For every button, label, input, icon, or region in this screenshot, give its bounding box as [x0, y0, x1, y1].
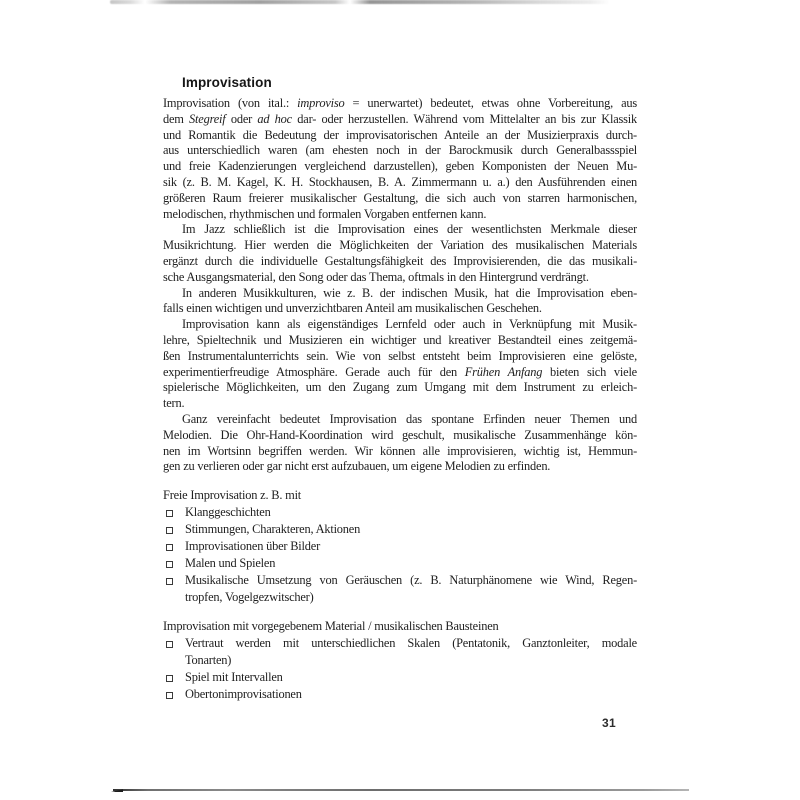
text-segment: und freie Kadenzierungen vergleichend darzustellen), geben Komponisten der Neuen Mu- [163, 159, 637, 174]
list-item [163, 669, 637, 686]
list-item [163, 635, 637, 669]
bullet-column [163, 555, 185, 572]
bullet-column [163, 504, 185, 521]
text-line [163, 349, 637, 365]
scan-edge-top-artifact [110, 0, 610, 4]
square-bullet-icon [166, 675, 173, 682]
text-line [163, 222, 637, 238]
text-segment: Tonarten) [185, 653, 232, 668]
text-line [163, 254, 637, 270]
text-segment: und Romantik die Bedeutung der improvisatorischen Anteile an der Musizierpraxis durch- [163, 127, 637, 142]
text-line [185, 538, 637, 555]
text-line [163, 159, 637, 175]
list-item-text [185, 555, 637, 572]
square-bullet-icon [166, 641, 173, 648]
text-segment: spielerische Möglichkeiten, um den Zugang zum Umgang mit dem Instrument zu erleich- [163, 380, 637, 395]
text-segment: größeren Raum freierer musikalischer Gestaltung, die sich auch von starren harmonischen, [163, 190, 637, 205]
text-segment: Malen und Spielen [185, 556, 276, 571]
bullet-column [163, 669, 185, 686]
text-line [163, 380, 637, 396]
list-item [163, 521, 637, 538]
text-segment: falls einen wichtigen und unverzichtbaren Anteil am musikalischen Geschehen. [163, 301, 542, 316]
text-line [185, 686, 637, 703]
text-line [163, 317, 637, 333]
bullet-column [163, 538, 185, 555]
text-segment: Spiel mit Intervallen [185, 670, 283, 685]
text-segment: Im Jazz schließlich ist die Improvisation eines der wesentlichsten Merkmale dieser [182, 222, 637, 237]
section-title [163, 618, 637, 635]
text-line [163, 112, 637, 128]
text-segment: Vertraut werden mit unterschiedlichen Skalen (Pentatonik, Ganztonleiter, modale [185, 636, 637, 651]
square-bullet-icon [166, 578, 173, 585]
text-line [185, 504, 637, 521]
bullet-column [163, 686, 185, 703]
italic-text: improviso [297, 96, 345, 110]
text-segment: Stimmungen, Charakteren, Aktionen [185, 522, 361, 537]
list-item [163, 555, 637, 572]
text-segment: ergänzt durch die individuelle Gestaltungsfähigkeit des Improvisierenden, die das musikali- [163, 253, 637, 268]
paragraph [163, 317, 637, 412]
text-line [163, 270, 637, 286]
text-line [163, 459, 637, 475]
italic-text: ad hoc [257, 111, 292, 126]
text-line [185, 589, 637, 606]
text-line [163, 207, 637, 223]
text-segment: ßen Instrumentalunterrichts sein. Wie von selbst entsteht beim Improvisieren eine gelöste, [163, 348, 637, 363]
text-line [163, 191, 637, 207]
text-line [163, 128, 637, 144]
text-segment: In anderen Musikkulturen, wie z. B. der indischen Musik, hat die Improvisation eben- [182, 285, 637, 300]
body-text [163, 96, 637, 703]
text-segment: lehre, Spieltechnik und Musizieren ein wichtiger und kreativer Bestandteil eines zeitgemä- [163, 332, 637, 347]
square-bullet-icon [166, 561, 173, 568]
list-item-text [185, 669, 637, 686]
square-bullet-icon [166, 527, 173, 534]
text-line [163, 412, 637, 428]
text-segment: melodischen, rhythmischen und formalen Vorgaben entfernen kann. [163, 206, 487, 221]
text-segment: Melodien. Die Ohr-Hand-Koordination wird geschult, musikalische Zusammenhänge kön- [163, 427, 637, 442]
text-segment: Obertonimprovisationen [185, 687, 302, 702]
text-segment: Freie Improvisation z. B. mit [163, 488, 302, 503]
square-bullet-icon [166, 692, 173, 699]
square-bullet-icon [166, 510, 173, 517]
text-line [163, 143, 637, 159]
paragraph [163, 286, 637, 318]
paragraph [163, 96, 637, 222]
text-line [163, 175, 637, 191]
text-line [185, 555, 637, 572]
italic-text: Stegreif [189, 111, 226, 126]
list-item-text [185, 686, 637, 703]
text-segment: sche Ausgangsmaterial, den Song oder das Thema, oftmals in den Hintergrund verdrängt. [163, 269, 589, 284]
paragraph [163, 412, 637, 475]
list-item-text [185, 572, 637, 606]
list-item-text [185, 635, 637, 669]
text-line [163, 286, 637, 302]
text-line [185, 521, 637, 538]
text-line [163, 428, 637, 444]
text-segment: gen zu verlieren oder gar nicht erst aufzubauen, um eigene Melodien zu erfinden. [163, 459, 551, 474]
text-line [163, 301, 637, 317]
list-item [163, 538, 637, 555]
text-segment: Ganz vereinfacht bedeutet Improvisation das spontane Erfinden neuer Themen und [182, 411, 637, 426]
text-line [163, 238, 637, 254]
page-number: 31 [602, 716, 616, 730]
bullet-column [163, 572, 185, 606]
list-item [163, 572, 637, 606]
text-segment: Musikalische Umsetzung von Geräuschen (z. B. Naturphänomene wie Wind, Regen- [185, 573, 637, 588]
text-line [185, 669, 637, 686]
list-item [163, 504, 637, 521]
page-title: Improvisation [182, 75, 272, 90]
text-line [163, 365, 637, 381]
text-line [185, 652, 637, 669]
list-item-text [185, 521, 637, 538]
text-segment: experimentierfreudige Atmosphäre. Gerade auch für den [163, 364, 465, 379]
bullet-column [163, 521, 185, 538]
text-line [185, 572, 637, 589]
text-segment: tropfen, Vogelgezwitscher) [185, 590, 314, 605]
scan-edge-bottom-artifact [113, 789, 689, 791]
text-segment: sik (z. B. M. Kagel, K. H. Stockhausen, B. A. Zimmermann u. a.) den Ausführenden einen [163, 174, 637, 189]
bullet-column [163, 635, 185, 669]
text-segment: dar- oder herzustellen. Während vom Mittelalter an bis zur Klassik [291, 111, 637, 126]
text-segment: Improvisationen über Bilder [185, 539, 320, 554]
square-bullet-icon [166, 544, 173, 551]
text-segment: nen im Wortsinn begriffen werden. Wir können alle improvisieren, wichtig ist, Hemmun- [163, 443, 637, 458]
text-segment: bieten sich viele [542, 364, 637, 379]
text-segment: aus unterschiedlich waren (am ehesten noch in der Barockmusik durch Generalbassspiel [163, 143, 637, 158]
text-segment: Klanggeschichten [185, 505, 271, 520]
text-segment: = unerwartet) bedeutet, etwas ohne Vorbereitung, aus [344, 96, 637, 110]
list-item [163, 686, 637, 703]
section-title [163, 487, 637, 504]
list-item-text [185, 538, 637, 555]
text-line [163, 396, 637, 412]
paragraph [163, 222, 637, 285]
text-line [163, 444, 637, 460]
text-segment: tern. [163, 396, 185, 411]
text-segment: Improvisation (von ital.: [163, 96, 298, 110]
text-segment: Improvisation kann als eigenständiges Lernfeld oder auch in Verknüpfung mit Musik- [182, 317, 637, 332]
list-section [163, 618, 637, 703]
text-line [185, 635, 637, 652]
list-section [163, 487, 637, 606]
text-segment: Musikrichtung. Hier werden die Möglichkeiten der Variation des musikalischen Materials [163, 238, 637, 253]
text-segment: dem [163, 111, 190, 126]
italic-text: Frühen Anfang [464, 364, 543, 379]
list-item-text [185, 504, 637, 521]
text-segment: Improvisation mit vorgegebenem Material / musikalischen Bausteinen [163, 619, 499, 634]
text-segment: oder [225, 111, 258, 126]
text-line [163, 333, 637, 349]
text-line [163, 96, 637, 112]
